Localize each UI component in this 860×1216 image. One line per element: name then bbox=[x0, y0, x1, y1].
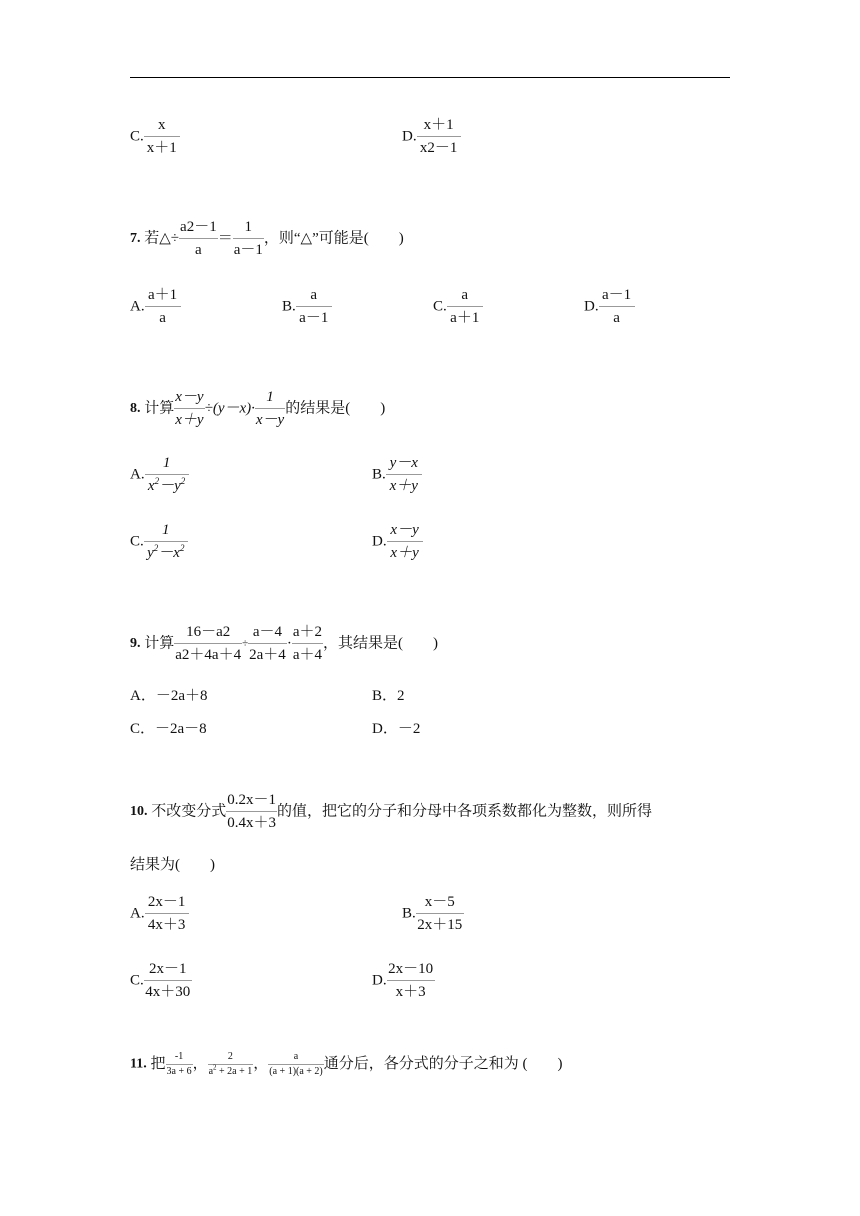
stem-text: 计算 bbox=[144, 400, 175, 417]
denominator: 4x＋30 bbox=[145, 984, 191, 1000]
option-label: D. bbox=[402, 128, 417, 145]
exponent: 2 bbox=[213, 1063, 217, 1072]
numerator: x－5 bbox=[416, 895, 464, 914]
denominator: a－1 bbox=[233, 242, 263, 258]
numerator: a bbox=[296, 288, 332, 307]
option-label: A. bbox=[130, 905, 145, 922]
numerator: x－y bbox=[387, 523, 423, 542]
q8-option-b bbox=[372, 456, 422, 494]
fraction bbox=[292, 625, 323, 663]
option-label: D. bbox=[584, 298, 599, 315]
fraction bbox=[447, 288, 483, 326]
option-label: A. bbox=[130, 298, 145, 315]
division-sign: ÷ bbox=[242, 637, 249, 650]
q6-option-d bbox=[402, 118, 461, 156]
exponent: 2 bbox=[179, 543, 185, 553]
fraction bbox=[174, 625, 242, 663]
exponent: 2 bbox=[154, 476, 160, 486]
numerator: 2x－1 bbox=[144, 962, 192, 981]
denominator bbox=[208, 1065, 254, 1077]
question-number: 11. bbox=[130, 1056, 147, 1072]
numerator: 0.2x－1 bbox=[226, 793, 277, 812]
option-label: C. bbox=[130, 533, 144, 550]
fraction bbox=[386, 456, 422, 494]
q7-option-a bbox=[130, 288, 181, 326]
fraction bbox=[166, 1052, 193, 1077]
question-8-stem bbox=[130, 390, 385, 428]
stem-text: 的值，把它的分子和分母中各项系数都化为整数，则所得 bbox=[277, 803, 653, 820]
fraction bbox=[145, 895, 189, 933]
denominator: a bbox=[613, 310, 620, 326]
q10-option-c bbox=[130, 962, 192, 1000]
fraction bbox=[208, 1052, 254, 1077]
fraction bbox=[248, 625, 287, 663]
denominator: x＋y bbox=[390, 545, 419, 561]
denominator: x2－1 bbox=[419, 140, 458, 156]
denominator: 4x＋3 bbox=[147, 917, 186, 933]
question-10-stem-continued: 结果为( ) bbox=[130, 857, 215, 873]
option-label: A. bbox=[130, 466, 145, 483]
numerator: a＋1 bbox=[145, 288, 181, 307]
denominator: 3a + 6 bbox=[166, 1066, 192, 1077]
q10-option-a bbox=[130, 895, 189, 933]
question-10-stem bbox=[130, 793, 652, 831]
numerator: 16－a2 bbox=[174, 625, 242, 644]
question-7-stem bbox=[130, 220, 404, 258]
fraction bbox=[255, 390, 285, 428]
stem-text: 若△÷ bbox=[144, 230, 180, 247]
numerator: 2 bbox=[208, 1052, 254, 1065]
option-label: D. bbox=[372, 533, 387, 550]
q6-option-c bbox=[130, 118, 180, 156]
question-11-stem bbox=[130, 1052, 563, 1077]
numerator: x－y bbox=[174, 390, 204, 409]
stem-text: ，则“△”可能是( ) bbox=[263, 230, 404, 247]
fraction bbox=[174, 390, 204, 428]
fraction bbox=[144, 523, 188, 561]
fraction bbox=[417, 118, 461, 156]
numerator: x bbox=[144, 118, 180, 137]
numerator: 2x－1 bbox=[145, 895, 189, 914]
numerator: -1 bbox=[166, 1052, 193, 1065]
numerator: a＋2 bbox=[292, 625, 323, 644]
header-rule bbox=[130, 77, 730, 78]
fraction bbox=[416, 895, 464, 933]
stem-text: ，其结果是( ) bbox=[322, 635, 438, 652]
numerator: 1 bbox=[145, 456, 189, 475]
numerator: 2x－10 bbox=[387, 962, 435, 981]
numerator: 1 bbox=[233, 220, 264, 239]
denominator: x－y bbox=[255, 412, 285, 428]
q9-option-a: A．－2a＋8 bbox=[130, 688, 208, 704]
q7-option-c bbox=[433, 288, 483, 326]
stem-text: 计算 bbox=[144, 635, 175, 652]
q8-option-d bbox=[372, 523, 423, 561]
denominator-part: －x bbox=[158, 545, 180, 561]
equals-sign: ＝ bbox=[217, 230, 233, 247]
denominator-part: a bbox=[208, 1066, 214, 1077]
numerator: y－x bbox=[386, 456, 422, 475]
stem-text: ÷(y－x)· bbox=[204, 400, 255, 417]
stem-text: 不改变分式 bbox=[151, 803, 227, 820]
option-label: B. bbox=[372, 466, 386, 483]
exponent: 2 bbox=[153, 543, 159, 553]
fraction bbox=[387, 962, 435, 1000]
numerator: 1 bbox=[144, 523, 188, 542]
stem-text: 把 bbox=[150, 1056, 166, 1072]
denominator: a＋1 bbox=[450, 310, 480, 326]
denominator bbox=[144, 542, 188, 561]
denominator: x＋y bbox=[175, 412, 204, 428]
stem-text: 的结果是( ) bbox=[285, 400, 386, 417]
fraction bbox=[599, 288, 635, 326]
stem-text: 通分后，各分式的分子之和为 ( ) bbox=[323, 1056, 563, 1072]
numerator: x＋1 bbox=[417, 118, 461, 137]
denominator: x＋y bbox=[389, 478, 418, 494]
fraction bbox=[145, 456, 189, 494]
denominator: x＋1 bbox=[146, 140, 177, 156]
q10-option-b bbox=[402, 895, 464, 933]
denominator: 0.4x＋3 bbox=[227, 815, 277, 831]
denominator: 2a＋4 bbox=[249, 647, 286, 663]
denominator: a bbox=[195, 242, 202, 258]
separator: ， bbox=[253, 1056, 269, 1072]
fraction bbox=[226, 793, 277, 831]
q8-option-a bbox=[130, 456, 189, 494]
fraction bbox=[387, 523, 423, 561]
denominator: a＋4 bbox=[292, 647, 322, 663]
denominator-part: + 2a + 1 bbox=[216, 1066, 253, 1077]
q9-option-b: B．2 bbox=[372, 688, 405, 704]
numerator: a2－1 bbox=[179, 220, 218, 239]
denominator-part: －y bbox=[159, 478, 181, 494]
fraction bbox=[268, 1052, 323, 1077]
numerator: a－4 bbox=[248, 625, 287, 644]
denominator-part: x bbox=[147, 478, 155, 494]
exponent: 2 bbox=[180, 476, 186, 486]
question-number: 8. bbox=[130, 401, 141, 416]
fraction bbox=[144, 118, 180, 156]
denominator: 2x＋15 bbox=[417, 917, 463, 933]
option-label: B. bbox=[282, 298, 296, 315]
denominator: (a + 1)(a + 2) bbox=[269, 1066, 323, 1077]
fraction bbox=[179, 220, 218, 258]
fraction bbox=[233, 220, 264, 258]
question-number: 10. bbox=[130, 804, 148, 819]
q9-option-c: C．－2a－8 bbox=[130, 721, 207, 737]
denominator bbox=[145, 475, 189, 494]
option-label: C. bbox=[130, 972, 144, 989]
q8-option-c bbox=[130, 523, 188, 561]
q7-option-d bbox=[584, 288, 635, 326]
option-label: C. bbox=[130, 128, 144, 145]
q10-option-d bbox=[372, 962, 435, 1000]
option-label: D. bbox=[372, 972, 387, 989]
q7-option-b bbox=[282, 288, 332, 326]
denominator: a－1 bbox=[299, 310, 329, 326]
option-label: C. bbox=[433, 298, 447, 315]
denominator: x＋3 bbox=[395, 984, 426, 1000]
multiply-dot: · bbox=[286, 635, 292, 652]
q9-option-d: D．－2 bbox=[372, 721, 421, 737]
fraction bbox=[145, 288, 181, 326]
numerator: a－1 bbox=[599, 288, 635, 307]
question-9-stem bbox=[130, 625, 438, 663]
question-number: 9. bbox=[130, 636, 141, 651]
fraction bbox=[296, 288, 332, 326]
numerator: 1 bbox=[255, 390, 285, 409]
option-label: B. bbox=[402, 905, 416, 922]
numerator: a bbox=[447, 288, 483, 307]
numerator: a bbox=[268, 1052, 323, 1065]
denominator: a bbox=[159, 310, 166, 326]
denominator-part: y bbox=[147, 545, 154, 561]
question-number: 7. bbox=[130, 231, 141, 246]
separator: ， bbox=[192, 1056, 208, 1072]
denominator: a2＋4a＋4 bbox=[175, 647, 242, 663]
fraction bbox=[144, 962, 192, 1000]
